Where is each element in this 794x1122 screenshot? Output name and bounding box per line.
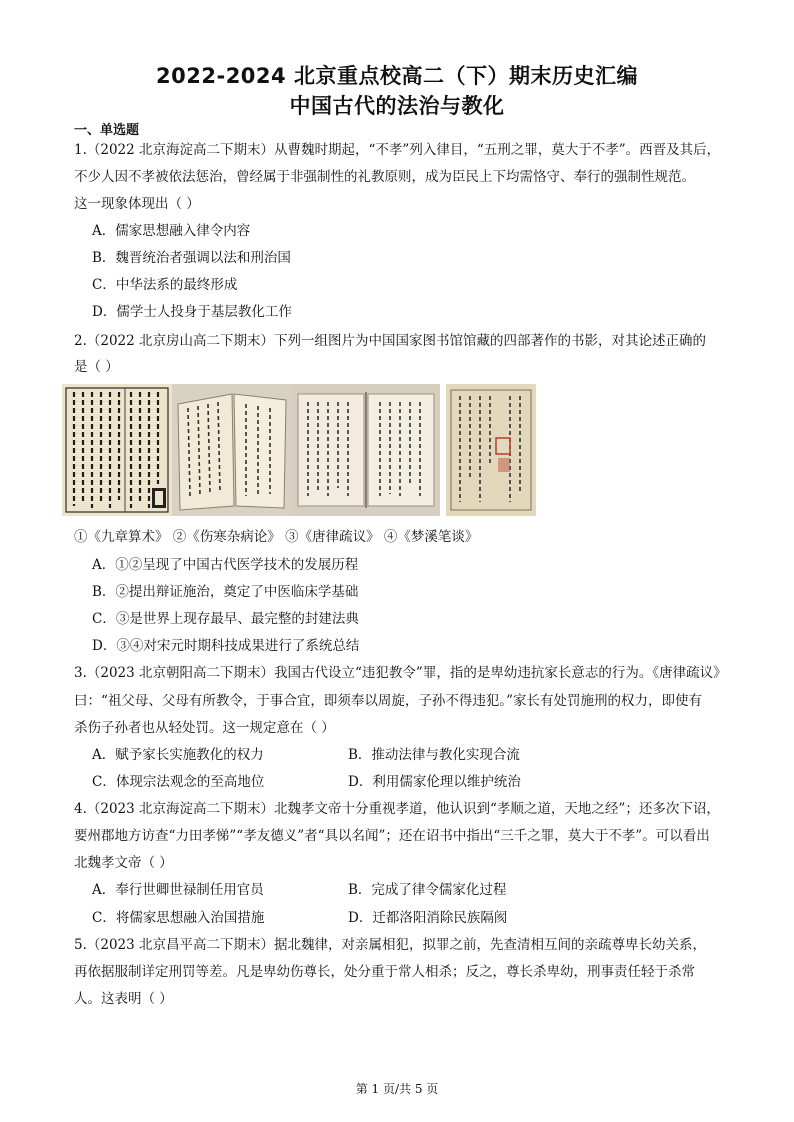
option-c[interactable]: C．③是世界上现存最早、最完整的封建法典 (92, 611, 359, 627)
question-text-line: 1.（2022 北京海淀高二下期末）从曹魏时期起，“不孝”列入律目，“五刑之罪，莫大于不孝”。西晋及其后， (74, 142, 721, 158)
page-title: 2022-2024 北京重点校高二（下）期末历史汇编 (156, 64, 638, 88)
option-d[interactable]: D．儒学士人投身于基层教化工作 (92, 304, 292, 320)
question-text-line: 4.（2023 北京海淀高二下期末）北魏孝文帝十分重视孝道，他认识到“孝顺之道，天地之经”；还多次下诏， (74, 801, 720, 817)
book-image-3 (292, 384, 440, 516)
question-text-line: 曰：“祖父母、父母有所教令，于事合宜，即须奉以周旋，子孙不得违犯。”家长有处罚施刑的权力，即使有 (74, 693, 703, 709)
option-b[interactable]: B．②提出辩证施治，奠定了中医临床学基础 (92, 584, 359, 600)
option-b[interactable]: B．完成了律令儒家化过程 (348, 882, 507, 898)
question-text-line: 要州郡地方访查“力田孝悌”“孝友德义”者“具以名闻”；还在诏书中指出“三千之罪，莫大于不孝”。可以看出 (74, 828, 710, 844)
question-text-line: 人。这表明（ ） (74, 991, 173, 1007)
question-text-line: 2.（2022 北京房山高二下期末）下列一组图片为中国国家图书馆馆藏的四部著作的书影，对其论述正确的 (74, 333, 707, 349)
question-text-line: 不少人因不孝被依法惩治，曾经属于非强制性的礼教原则，成为臣民上下均需恪守、奉行的强制性规范。 (74, 169, 695, 185)
page-subtitle: 中国古代的法治与教化 (289, 94, 505, 118)
question-text-line: 再依据服制详定刑罚等差。凡是卑幼伤尊长，处分重于常人相杀；反之，尊长杀卑幼，刑事责任轻于杀常 (74, 964, 695, 980)
section-heading: 一、单选题 (74, 123, 140, 138)
option-d[interactable]: D．利用儒家伦理以维护统治 (348, 774, 521, 790)
option-a[interactable]: A．儒家思想融入律令内容 (92, 223, 251, 239)
option-b[interactable]: B．魏晋统治者强调以法和刑治国 (92, 250, 291, 266)
option-a[interactable]: A．赋予家长实施教化的权力 (92, 747, 264, 763)
book-image-4 (446, 384, 536, 516)
option-d[interactable]: D．③④对宋元时期科技成果进行了系统总结 (92, 638, 360, 654)
book-image-1 (62, 384, 172, 516)
page-footer: 第 1 页/共 5 页 (355, 1082, 439, 1096)
option-d[interactable]: D．迁都洛阳消除民族隔阂 (348, 910, 508, 926)
question-text-line: 是（ ） (74, 359, 119, 375)
question-text-line: 3.（2023 北京朝阳高二下期末）我国古代设立“违犯教令”罪，指的是卑幼违抗家长意志的行为。《唐律疏议》 (74, 665, 727, 681)
question-text-line: 5.（2023 北京昌平高二下期末）据北魏律，对亲属相犯，拟罪之前，先查清相互间的亲疏尊卑长幼关系， (74, 937, 707, 953)
option-b[interactable]: B．推动法律与教化实现合流 (348, 747, 520, 763)
option-a[interactable]: A．奉行世卿世禄制任用官员 (92, 882, 264, 898)
option-c[interactable]: C．将儒家思想融入治国措施 (92, 910, 265, 926)
option-c[interactable]: C．体现宗法观念的至高地位 (92, 774, 265, 790)
option-c[interactable]: C．中华法系的最终形成 (92, 277, 238, 293)
question-text-line: 北魏孝文帝（ ） (74, 855, 173, 871)
question-text-line: 这一现象体现出（ ） (74, 196, 200, 212)
book-image-2 (172, 384, 292, 516)
image-caption: ①《九章算术》 ②《伤寒杂病论》 ③《唐律疏议》 ④《梦溪笔谈》 (74, 529, 479, 545)
option-a[interactable]: A．①②呈现了中国古代医学技术的发展历程 (92, 557, 359, 573)
question-text-line: 杀伤子孙者也从轻处罚。这一规定意在（ ） (74, 720, 335, 736)
